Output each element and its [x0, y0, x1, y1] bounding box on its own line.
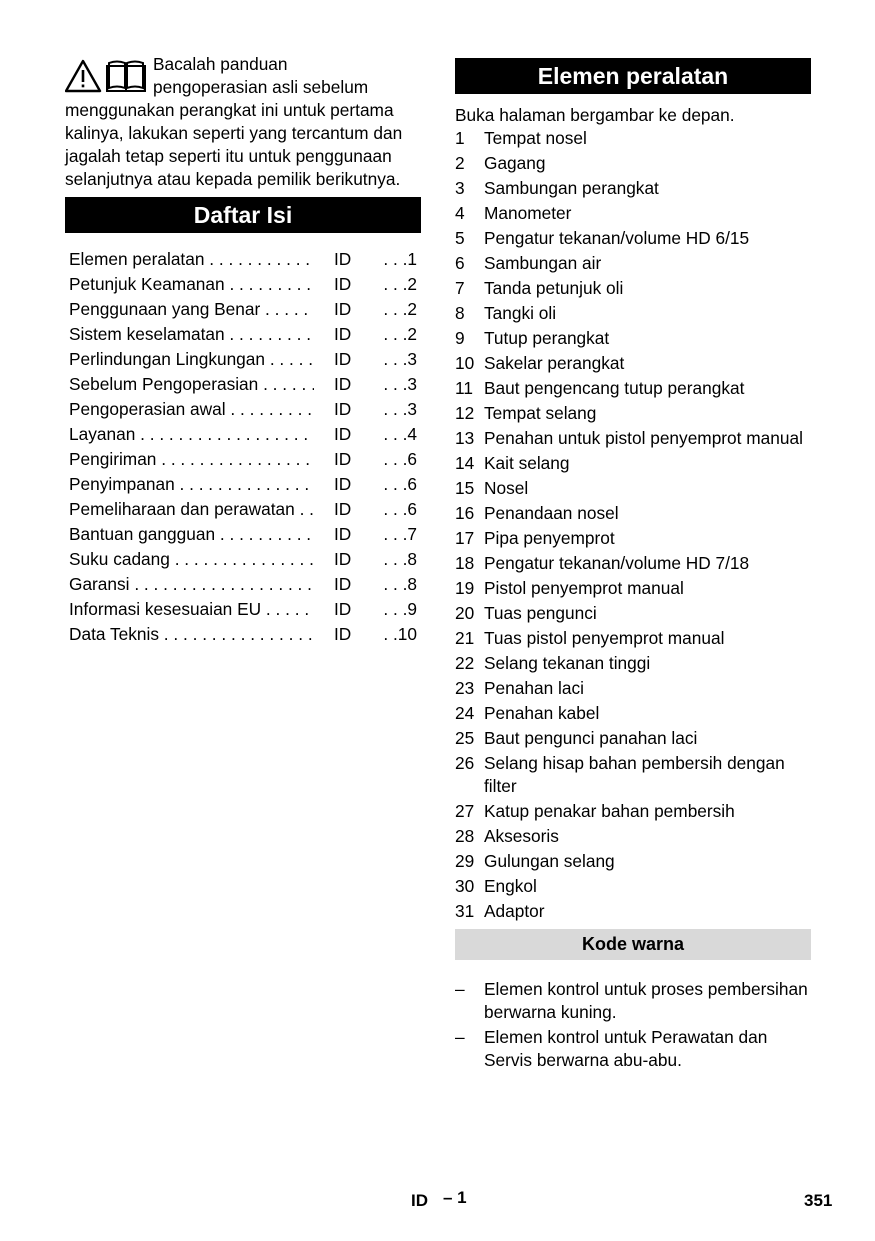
footer-language: ID [411, 1191, 428, 1210]
item-number: 27 [455, 801, 475, 821]
item-text: Penahan untuk pistol penyemprot manual [484, 428, 803, 448]
toc-entry[interactable] [69, 572, 421, 597]
toc-entry-code: ID [334, 524, 352, 544]
toc-entry[interactable] [69, 347, 421, 372]
toc-entry-page: . . .6 [383, 449, 417, 469]
list-item [455, 627, 811, 650]
list-item [455, 800, 811, 823]
item-text: Gagang [484, 153, 546, 173]
item-number: 21 [455, 628, 475, 648]
toc-entry-code: ID [334, 249, 352, 269]
toc-entry-code: ID [334, 574, 352, 594]
toc-entry-page: . .10 [383, 624, 417, 644]
item-number: 30 [455, 876, 475, 896]
item-text: Penandaan nosel [484, 503, 619, 523]
item-number: 25 [455, 728, 475, 748]
item-number: 3 [455, 178, 465, 198]
item-text: Tuas pengunci [484, 603, 597, 623]
elements-list [455, 127, 811, 923]
item-number: 10 [455, 353, 475, 373]
item-number: 20 [455, 603, 475, 623]
elements-heading: Elemen peralatan [455, 58, 811, 94]
toc-entry-page: . . .2 [383, 324, 417, 344]
toc-entry-title: Suku cadang . . . [69, 547, 314, 572]
list-item [455, 302, 811, 325]
elements-lead: Buka halaman bergambar ke depan. [455, 105, 735, 125]
toc-entry-title: Perlindungan Lingkungan . . . [69, 347, 314, 372]
toc-entry-title: Bantuan gangguan . . . [69, 522, 314, 547]
toc-entry-page: . . .6 [383, 499, 417, 519]
list-item [455, 850, 811, 873]
manual-book-icon [107, 62, 145, 92]
item-number: 26 [455, 753, 475, 773]
item-text: Sambungan perangkat [484, 178, 659, 198]
list-item [455, 227, 811, 250]
item-text: Pistol penyemprot manual [484, 578, 684, 598]
toc-entry[interactable] [69, 547, 421, 572]
list-item [455, 752, 811, 798]
item-number: 18 [455, 553, 475, 573]
item-number: 13 [455, 428, 475, 448]
toc-entry-code: ID [334, 349, 352, 369]
color-code-heading: Kode warna [455, 929, 811, 960]
item-text: Nosel [484, 478, 529, 498]
toc-entry-page: . . .8 [383, 549, 417, 569]
toc-entry-code: ID [334, 624, 352, 644]
toc-entry-code: ID [334, 399, 352, 419]
item-number: 22 [455, 653, 475, 673]
item-text: Penahan laci [484, 678, 584, 698]
list-item [455, 677, 811, 700]
item-number: 8 [455, 303, 465, 323]
item-number: 28 [455, 826, 475, 846]
toc-entry-title: Pengoperasian awal . . . [69, 397, 314, 422]
item-text: Baut pengunci panahan laci [484, 728, 698, 748]
warning-manual-icons [65, 58, 149, 94]
item-number: 16 [455, 503, 475, 523]
toc-entry-title: Penggunaan yang Benar . . . [69, 297, 314, 322]
list-item [455, 127, 811, 150]
item-number: 23 [455, 678, 475, 698]
item-text: Manometer [484, 203, 572, 223]
item-number: 1 [455, 128, 465, 148]
list-item [455, 402, 811, 425]
list-item [455, 875, 811, 898]
toc-entry[interactable] [69, 447, 421, 472]
item-number: 6 [455, 253, 465, 273]
item-text: Aksesoris [484, 826, 559, 846]
list-item [455, 602, 811, 625]
list-item [455, 702, 811, 725]
toc-entry-title: Sistem keselamatan . . . [69, 322, 314, 347]
item-text: Tangki oli [484, 303, 557, 323]
item-number: 9 [455, 328, 465, 348]
toc-entry-code: ID [334, 549, 352, 569]
dash: – [455, 1027, 465, 1047]
list-item [455, 577, 811, 600]
toc-entry-title: Sebelum Pengoperasian . . . [69, 372, 314, 397]
toc-entry[interactable] [69, 247, 421, 272]
toc-entry-page: . . .7 [383, 524, 417, 544]
item-text: Sambungan air [484, 253, 602, 273]
list-item [455, 177, 811, 200]
toc-entry[interactable] [69, 472, 421, 497]
list-item [455, 552, 811, 575]
item-number: 24 [455, 703, 475, 723]
toc-entry[interactable] [69, 422, 421, 447]
toc-entry-title: Data Teknis . . . [69, 622, 314, 647]
item-number: 11 [455, 378, 473, 398]
item-number: 4 [455, 203, 465, 223]
item-number: 17 [455, 528, 475, 548]
item-text: Kait selang [484, 453, 570, 473]
toc-entry-code: ID [334, 449, 352, 469]
toc-entry-page: . . .3 [383, 349, 417, 369]
list-item [455, 978, 811, 1024]
list-item [455, 327, 811, 350]
list-item [455, 1026, 811, 1072]
toc-entry-page: . . .8 [383, 574, 417, 594]
item-text: Pengatur tekanan/volume HD 7/18 [484, 553, 750, 573]
toc-entry-code: ID [334, 599, 352, 619]
list-item [455, 727, 811, 750]
left-column [65, 53, 421, 647]
toc-entry[interactable] [69, 397, 421, 422]
toc-entry-page: . . .4 [383, 424, 417, 444]
toc-entry-title: Pengiriman . . . [69, 447, 314, 472]
item-number: 15 [455, 478, 475, 498]
list-item [455, 277, 811, 300]
toc-entry[interactable] [69, 522, 421, 547]
toc-entry-title: Pemeliharaan dan perawatan . . . [69, 497, 314, 522]
list-item [455, 377, 811, 400]
item-text: Penahan kabel [484, 703, 600, 723]
item-text: Selang hisap bahan pembersih dengan filter [484, 753, 785, 796]
list-item [455, 427, 811, 450]
toc-entry-code: ID [334, 374, 352, 394]
item-text: Gulungan selang [484, 851, 615, 871]
intro-first-line: Bacalah panduan [153, 54, 288, 74]
item-text: Pengatur tekanan/volume HD 6/15 [484, 228, 750, 248]
item-number: 19 [455, 578, 475, 598]
warning-triangle-icon [66, 61, 100, 91]
item-text: Selang tekanan tinggi [484, 653, 651, 673]
item-number: 31 [455, 901, 475, 921]
item-number: 14 [455, 453, 475, 473]
note-text: Elemen kontrol untuk proses pembersihan berwarna kuning. [484, 979, 808, 1022]
item-text: Katup penakar bahan pembersih [484, 801, 735, 821]
item-text: Tanda petunjuk oli [484, 278, 624, 298]
toc-entry-title: Elemen peralatan . . . [69, 247, 314, 272]
toc-entry-page: . . .9 [383, 599, 417, 619]
toc-entry-code: ID [334, 299, 352, 319]
toc-entry-page: . . .6 [383, 474, 417, 494]
toc-entry[interactable] [69, 272, 421, 297]
toc-entry-title: Penyimpanan . . . [69, 472, 314, 497]
table-of-contents [65, 247, 421, 647]
item-text: Adaptor [484, 901, 545, 921]
dash: – [455, 979, 465, 999]
list-item [455, 452, 811, 475]
toc-entry-title: Garansi . . . [69, 572, 314, 597]
toc-entry-page: . . .2 [383, 299, 417, 319]
note-text: Elemen kontrol untuk Perawatan dan Servis berwarna abu-abu. [484, 1027, 768, 1070]
toc-entry-page: . . .3 [383, 399, 417, 419]
footer-page-number: 351 [804, 1191, 833, 1210]
toc-entry-title: Petunjuk Keamanan . . . [69, 272, 314, 297]
toc-entry-code: ID [334, 274, 352, 294]
list-item [455, 900, 811, 923]
list-item [455, 825, 811, 848]
toc-entry-page: . . .2 [383, 274, 417, 294]
toc-entry-code: ID [334, 424, 352, 444]
toc-entry-title: Layanan . . . [69, 422, 314, 447]
toc-entry[interactable] [69, 297, 421, 322]
item-text: Engkol [484, 876, 537, 896]
toc-heading: Daftar Isi [65, 197, 421, 233]
item-number: 12 [455, 403, 475, 423]
list-item [455, 527, 811, 550]
list-item [455, 252, 811, 275]
item-text: Tempat nosel [484, 128, 587, 148]
toc-entry-code: ID [334, 499, 352, 519]
item-text: Sakelar perangkat [484, 353, 625, 373]
right-column [455, 58, 811, 1074]
item-text: Tempat selang [484, 403, 597, 423]
list-item [455, 352, 811, 375]
intro-body: menggunakan perangkat ini untuk pertama kalinya, lakukan seperti yang tercantum dan jagalah tetap seperti itu untuk penggunaan selanjutnya atau kepada pemilik berikutnya. [65, 100, 403, 189]
list-item [455, 502, 811, 525]
item-number: 2 [455, 153, 465, 173]
item-number: 5 [455, 228, 465, 248]
toc-entry[interactable] [69, 497, 421, 522]
toc-entry-page: . . .1 [383, 249, 417, 269]
toc-entry[interactable] [69, 597, 421, 622]
item-text: Pipa penyemprot [484, 528, 615, 548]
toc-entry[interactable] [69, 622, 421, 647]
safety-intro [65, 53, 421, 191]
color-code-notes [455, 978, 811, 1072]
toc-entry[interactable] [69, 322, 421, 347]
item-text: Tuas pistol penyemprot manual [484, 628, 725, 648]
list-item [455, 152, 811, 175]
item-text: Tutup perangkat [484, 328, 610, 348]
toc-entry-code: ID [334, 474, 352, 494]
item-number: 29 [455, 851, 475, 871]
toc-entry-title: Informasi kesesuaian EU . . . [69, 597, 314, 622]
toc-entry[interactable] [69, 372, 421, 397]
item-text: Baut pengencang tutup perangkat [484, 378, 745, 398]
footer-page: – 1 [443, 1188, 467, 1207]
list-item [455, 202, 811, 225]
list-item [455, 652, 811, 675]
toc-entry-page: . . .3 [383, 374, 417, 394]
list-item [455, 477, 811, 500]
toc-entry-code: ID [334, 324, 352, 344]
intro-second-line: pengoperasian asli sebelum [153, 77, 369, 97]
item-number: 7 [455, 278, 465, 298]
